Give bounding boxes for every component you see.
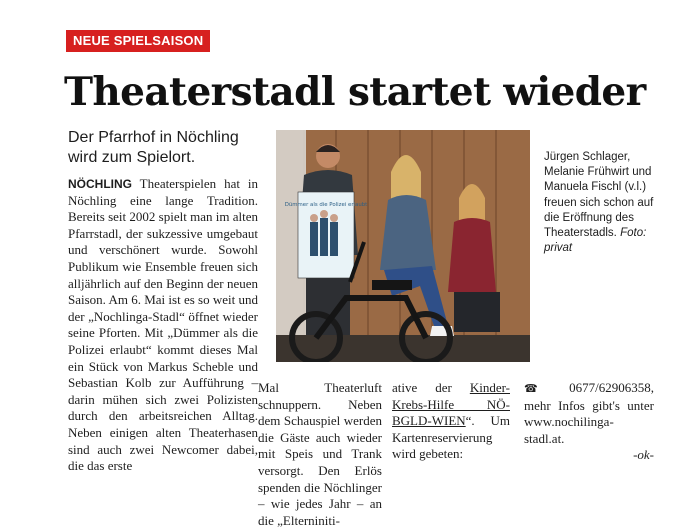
headline: Theaterstadl startet wieder bbox=[64, 69, 646, 115]
photo-caption bbox=[544, 150, 666, 256]
body-column-4 bbox=[524, 380, 654, 464]
article-photo bbox=[276, 130, 530, 362]
photo-illustration bbox=[276, 130, 530, 362]
subheadline: Der Pfarrhof in Nöchling wird zum Spielort. bbox=[68, 129, 239, 166]
body-column-1 bbox=[68, 176, 258, 475]
caption-text: Jürgen Schlager, Melanie Frühwirt und Manuela Fischl (v.l.) freuen sich schon auf die Eröffnung des Theaterstadls. bbox=[544, 151, 654, 240]
body-text-3-pre: ative der bbox=[392, 380, 470, 395]
charity-name: Kinder-Krebs-Hilfe NÖ-BGLD-WIEN bbox=[392, 380, 510, 429]
body-text-1: Theaterspielen hat in Nöchling eine lange Tradition. Bereits seit 2002 spielt man im alten Pfarrstadl, der sukzessive umgebaut und verschönert wurde. Sowohl Publikum wie Ensemble freuen sich alljährlich auf den Beginn der neuen Saison. Am 6. Mai ist es so weit und der „Nochlinga-Stadl“ öffnet wieder seine Pforten. Mit „Dümmer als die Polizei erlaubt“ kommt dieses Mal ein Stück von Markus Scheble und Sebastian Kolb zur Aufführung – darin mühen sich zwei Polizisten durch den arbeitsreichen Alltag. Neben einigen alten Theaterhasen sind auch zwei Newcomer dabei, die das erste bbox=[68, 176, 258, 474]
phone-icon: ☎ bbox=[524, 382, 552, 395]
poster-title: Dümmer als die Polizei erlaubt bbox=[284, 202, 368, 208]
contact-info: 0677/62906358, mehr Infos gibt's unter www.nochilinga-stadl.at. bbox=[524, 380, 654, 446]
body-column-2: Mal Theaterluft schnuppern. Neben dem Schauspiel werden die Gäste auch wieder mit Speis und Trank versorgt. Den Erlös spenden die Nöchlinger – wie jedes Jahr – an die „Elterniniti- bbox=[258, 380, 382, 528]
author-signature: -ok- bbox=[633, 447, 654, 463]
body-column-3 bbox=[392, 380, 510, 463]
photo-credit: Foto: privat bbox=[544, 227, 647, 255]
section-tag: NEUE SPIELSAISON bbox=[66, 30, 210, 52]
dateline: NÖCHLING bbox=[68, 177, 132, 191]
body-text-3-mid: “. Um Kartenreservierung wird gebeten: bbox=[392, 413, 510, 462]
